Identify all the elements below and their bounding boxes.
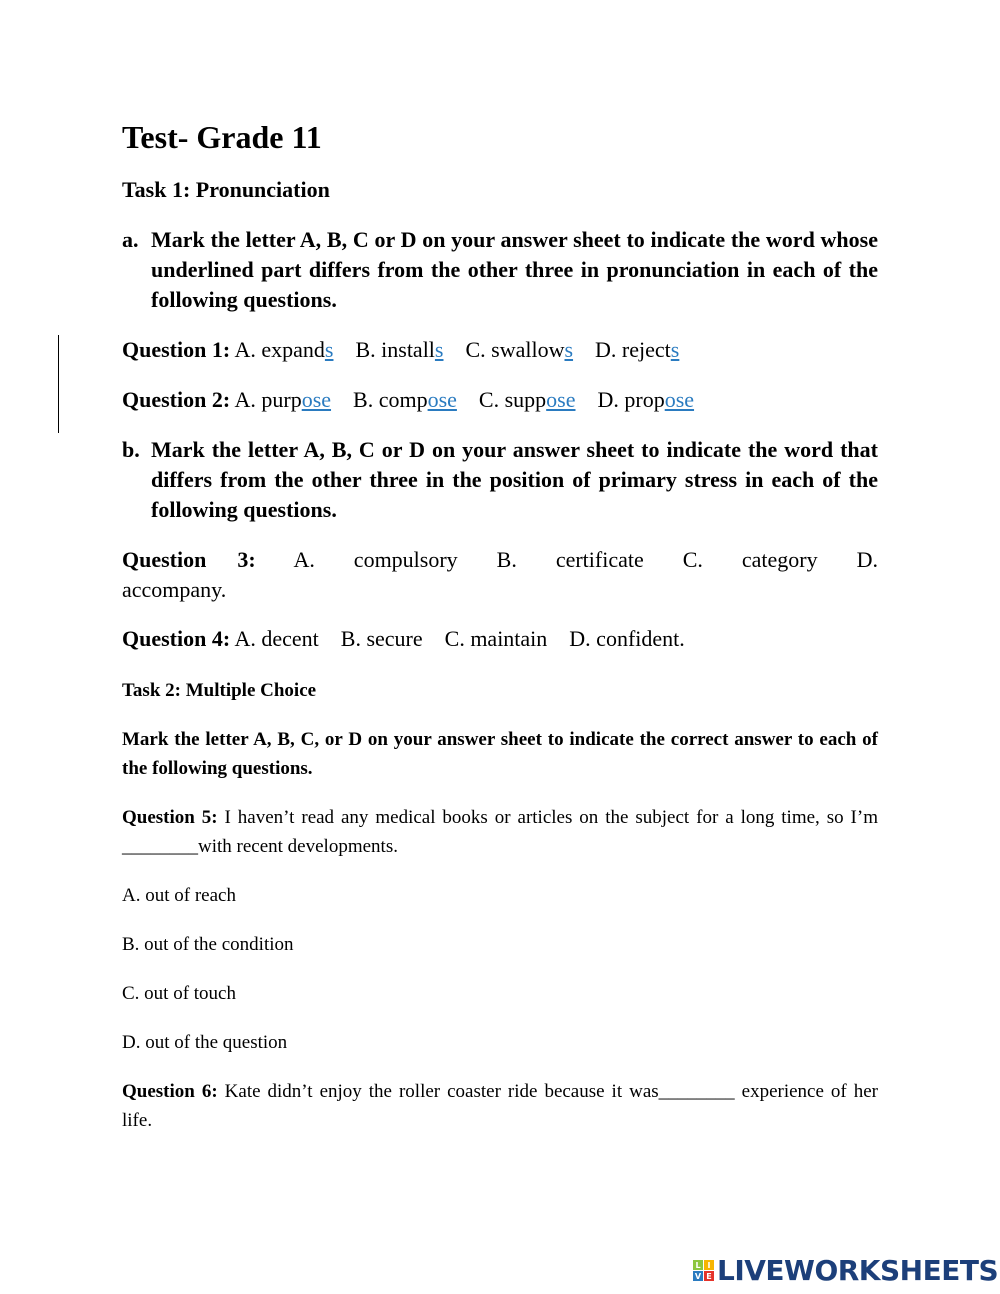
task2-instruction: Mark the letter A, B, C, or D on your answer sheet to indicate the correct answer to each of the following questions.: [122, 729, 878, 779]
option-word: B. comp: [353, 387, 428, 412]
underlined-part: s: [434, 337, 444, 362]
option-c[interactable]: C. maintain: [444, 626, 548, 651]
list-label: a.: [122, 227, 139, 252]
option-b[interactable]: B. secure: [340, 626, 423, 651]
task1-instruction-a: [122, 225, 878, 315]
logo-tiles-icon: [693, 1260, 714, 1281]
question-5: [122, 803, 878, 861]
answer-option-b[interactable]: B. out of the condition: [122, 934, 294, 955]
option-word: C. swallow: [465, 337, 565, 362]
logo-tile: V: [694, 1271, 702, 1281]
option-d[interactable]: D. confident.: [569, 626, 685, 651]
option-word: B. install: [355, 337, 435, 362]
option-d[interactable]: [598, 387, 695, 412]
logo-tile: L: [693, 1260, 703, 1270]
option-c[interactable]: [465, 337, 573, 362]
option-a[interactable]: A. decent: [234, 626, 319, 651]
option-word: C. supp: [478, 387, 547, 412]
question-2: [122, 385, 878, 415]
list-label: b.: [122, 437, 140, 462]
question-text: I haven’t read any medical books or articles on the subject for a long time, so I’m ________with recent developments.: [122, 807, 878, 857]
underlined-part: s: [670, 337, 680, 362]
instruction-text: Mark the letter A, B, C or D on your answer sheet to indicate the word that differs from the other three in the position of primary stress in each of the following questions.: [151, 437, 878, 522]
logo-tile: E: [704, 1271, 714, 1281]
answer-option-c[interactable]: C. out of touch: [122, 983, 236, 1004]
option-a[interactable]: [234, 337, 333, 362]
question-4: [122, 624, 878, 654]
option-d[interactable]: [595, 337, 679, 362]
underlined-part: s: [324, 337, 334, 362]
question-label: Question 3:: [122, 547, 256, 572]
question-label: Question 1:: [122, 337, 231, 362]
answer-option-d[interactable]: D. out of the question: [122, 1032, 288, 1053]
option-a[interactable]: [234, 387, 331, 412]
underlined-part: ose: [301, 387, 332, 412]
margin-change-bar: [58, 335, 59, 433]
underlined-part: ose: [427, 387, 457, 412]
question-text: A. compulsory B. certificate C. category D. accompany.: [122, 547, 878, 602]
question-label: Question 6:: [122, 1081, 218, 1102]
underlined-part: s: [564, 337, 574, 362]
option-b[interactable]: [355, 337, 443, 362]
answer-option-a[interactable]: A. out of reach: [122, 885, 236, 906]
option-b[interactable]: [353, 387, 457, 412]
task1-instruction-b: [122, 435, 878, 525]
option-word: A. expand: [234, 337, 325, 362]
underlined-part: ose: [546, 387, 576, 412]
page-title: Test- Grade 11: [122, 119, 322, 155]
question-label: Question 2:: [122, 387, 231, 412]
instruction-text: Mark the letter A, B, C or D on your answer sheet to indicate the word whose underlined part differs from the other three in pronunciation in each of the following questions.: [151, 227, 878, 312]
option-c[interactable]: [479, 387, 576, 412]
question-label: Question 5:: [122, 807, 218, 828]
option-word: D. reject: [595, 337, 671, 362]
question-1: [122, 335, 878, 365]
logo-tile: I: [704, 1260, 714, 1270]
underlined-part: ose: [664, 387, 695, 412]
option-word: D. prop: [597, 387, 665, 412]
question-text: Kate didn’t enjoy the roller coaster ride because it was________ experience of her life.: [122, 1081, 878, 1131]
question-6: [122, 1077, 878, 1135]
logo-text: LIVEWORKSHEETS: [717, 1254, 999, 1287]
question-3: [122, 545, 878, 605]
liveworksheets-logo: [693, 1254, 998, 1287]
question-label: Question 4:: [122, 626, 231, 651]
task1-heading: Task 1: Pronunciation: [122, 177, 330, 202]
task2-heading: Task 2: Multiple Choice: [122, 680, 317, 701]
option-word: A. purp: [234, 387, 302, 412]
